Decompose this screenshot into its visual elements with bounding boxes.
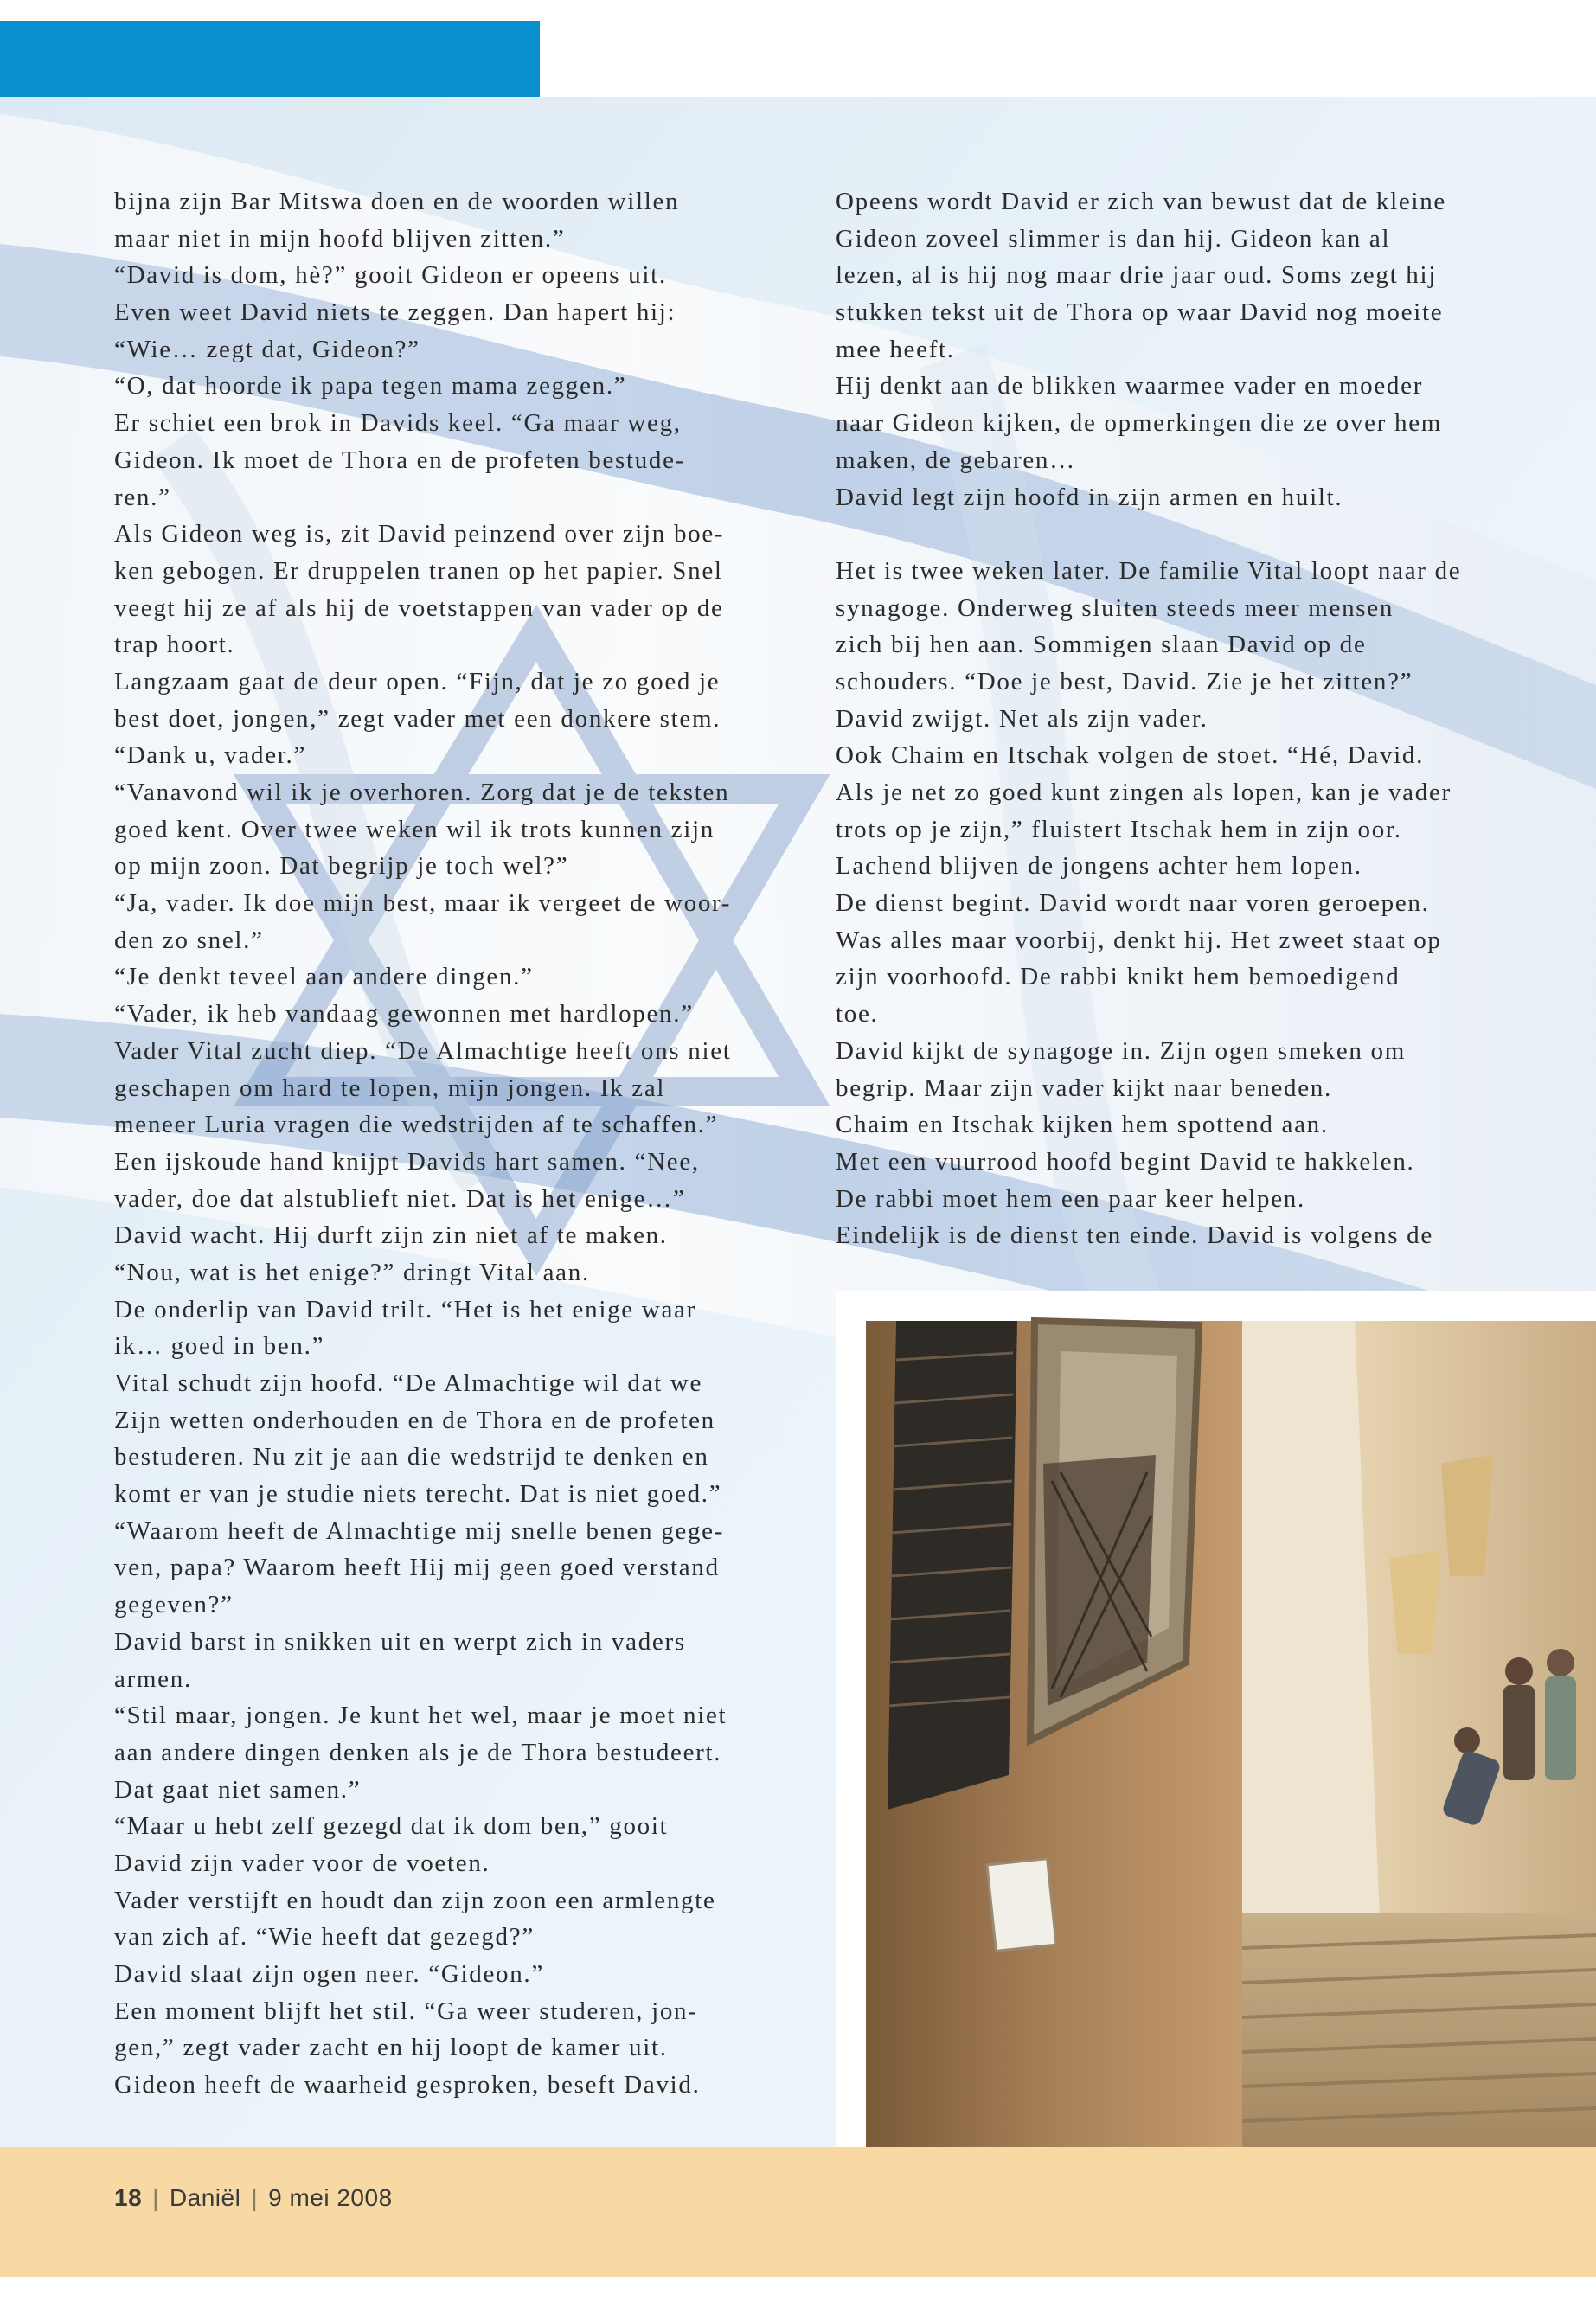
text-line: maar niet in mijn hoofd blijven zitten.” [114, 224, 566, 253]
bottom-margin [0, 2277, 1596, 2301]
text-line: begrip. Maar zijn vader kijkt naar beneden. [836, 1074, 1332, 1102]
text-line: maken, de gebaren… [836, 445, 1076, 474]
text-line: Gideon heeft de waarheid gesproken, beseft David. [114, 2071, 701, 2099]
text-line: Het is twee weken later. De familie Vital loopt naar de [836, 556, 1462, 585]
text-line: ven, papa? Waarom heeft Hij mij geen goed verstand [114, 1554, 720, 1582]
publication-name: Daniël [169, 2184, 241, 2211]
text-line: “Vader, ik heb vandaag gewonnen met hardlopen.” [114, 1000, 694, 1029]
text-line: Ook Chaim en Itschak volgen de stoet. “Hé, David. [836, 741, 1425, 770]
text-line: ik… goed in ben.” [114, 1332, 325, 1361]
text-line: David zwijgt. Net als zijn vader. [836, 704, 1208, 733]
text-line: ren.” [114, 483, 171, 511]
text-line: “Stil maar, jongen. Je kunt het wel, maar je moet niet [114, 1702, 727, 1730]
text-line: synagoge. Onderweg sluiten steeds meer mensen [836, 593, 1394, 622]
text-line: David zijn vader voor de voeten. [114, 1849, 490, 1877]
text-line: bijna zijn Bar Mitswa doen en de woorden willen [114, 188, 680, 215]
text-line: Langzaam gaat de deur open. “Fijn, dat je zo goed je [114, 667, 721, 695]
text-line: Dat gaat niet samen.” [114, 1775, 362, 1804]
footer-band [0, 2147, 1596, 2277]
article-left-column [114, 183, 772, 2104]
text-line: “Waarom heeft de Almachtige mij snelle benen gege- [114, 1516, 725, 1545]
text-line: aan andere dingen denken als je de Thora bestudeert. [114, 1738, 722, 1766]
text-line: Als Gideon weg is, zit David peinzend over zijn boe- [114, 520, 725, 548]
text-line: Was alles maar voorbij, denkt hij. Het zweet staat op [836, 926, 1442, 954]
text-line: goed kent. Over twee weken wil ik trots kunnen zijn [114, 815, 715, 843]
text-line: op mijn zoon. Dat begrijp je toch wel?” [114, 852, 569, 881]
text-line: armen. [114, 1664, 192, 1693]
text-line: David barst in snikken uit en werpt zich in vaders [114, 1627, 686, 1656]
text-line: ken gebogen. Er druppelen tranen op het papier. Snel [114, 556, 723, 585]
article-right-column [836, 183, 1493, 1254]
text-line: Vader verstijft en houdt dan zijn zoon een armlengte [114, 1886, 716, 1914]
text-line: Lachend blijven de jongens achter hem lopen. [836, 852, 1362, 881]
text-line: naar Gideon kijken, de opmerkingen die ze over hem [836, 409, 1443, 438]
text-line: Chaim en Itschak kijken hem spottend aan. [836, 1111, 1329, 1139]
text-line: “O, dat hoorde ik papa tegen mama zeggen.” [114, 372, 627, 401]
text-line: vader, doe dat alstublieft niet. Dat is het enige…” [114, 1184, 686, 1213]
text-line: toe. [836, 1000, 879, 1029]
text-line: Als je net zo goed kunt zingen als lopen, kan je vader [836, 779, 1452, 806]
text-line: bestuderen. Nu zit je aan die wedstrijd te denken en [114, 1443, 709, 1471]
text-line: “Dank u, vader.” [114, 741, 307, 770]
text-line: gegeven?” [114, 1591, 234, 1619]
text-line: geschapen om hard te lopen, mijn jongen. Ik zal [114, 1074, 666, 1102]
text-line: Opeens wordt David er zich van bewust dat de kleine [836, 188, 1446, 215]
text-line: Hij denkt aan de blikken waarmee vader en moeder [836, 372, 1424, 401]
text-line: David legt zijn hoofd in zijn armen en huilt. [836, 483, 1343, 511]
text-line: Een ijskoude hand knijpt Davids hart samen. “Nee, [114, 1147, 700, 1176]
text-line: gen,” zegt vader zacht en hij loopt de kamer uit. [114, 2034, 668, 2062]
text-line: Er schiet een brok in Davids keel. “Ga maar weg, [114, 409, 682, 438]
text-line: “Nou, wat is het enige?” dringt Vital aan. [114, 1258, 590, 1286]
footer-separator: | [152, 2184, 159, 2211]
text-line: Gideon. Ik moet de Thora en de profeten bestude- [114, 445, 686, 474]
text-line: zich bij hen aan. Sommigen slaan David op de [836, 631, 1367, 659]
text-line: Met een vuurrood hoofd begint David te hakkelen. [836, 1147, 1415, 1176]
text-line: den zo snel.” [114, 926, 264, 954]
text-line: trots op je zijn,” fluistert Itschak hem in zijn oor. [836, 815, 1402, 843]
text-line: Even weet David niets te zeggen. Dan hapert hij: [114, 298, 676, 327]
text-line: schouders. “Doe je best, David. Zie je het zitten?” [836, 667, 1413, 695]
text-line [836, 516, 1493, 553]
text-line: Gideon zoveel slimmer is dan hij. Gideon kan al [836, 224, 1391, 253]
page-number: 18 [114, 2184, 143, 2211]
text-line: De onderlip van David trilt. “Het is het enige waar [114, 1295, 696, 1324]
text-line: Vital schudt zijn hoofd. “De Almachtige wil dat we [114, 1369, 703, 1397]
text-line: van zich af. “Wie heeft dat gezegd?” [114, 1923, 535, 1952]
page-footer [114, 2184, 393, 2212]
text-line: Eindelijk is de dienst ten einde. David is volgens de [836, 1221, 1433, 1250]
text-line: De rabbi moet hem een paar keer helpen. [836, 1184, 1305, 1213]
old-city-alley-illustration [836, 1291, 1596, 2147]
text-line: Een moment blijft het stil. “Ga weer studeren, jon- [114, 1997, 698, 2025]
text-line: “David is dom, hè?” gooit Gideon er opeens uit. [114, 261, 667, 290]
text-line: David slaat zijn ogen neer. “Gideon.” [114, 1960, 544, 1988]
text-line: trap hoort. [114, 631, 235, 659]
text-line: stukken tekst uit de Thora op waar David nog moeite [836, 298, 1444, 327]
text-line: Zijn wetten onderhouden en de Thora en de profeten [114, 1406, 715, 1434]
alley-photo [836, 1291, 1596, 2147]
issue-date: 9 mei 2008 [268, 2184, 393, 2211]
text-line: “Je denkt teveel aan andere dingen.” [114, 963, 534, 991]
text-line: zijn voorhoofd. De rabbi knikt hem bemoedigend [836, 963, 1401, 991]
text-line: David wacht. Hij durft zijn zin niet af te maken. [114, 1221, 668, 1250]
text-line: mee heeft. [836, 335, 955, 363]
footer-separator-2: | [251, 2184, 259, 2211]
text-line: meneer Luria vragen die wedstrijden af te schaffen.” [114, 1111, 719, 1139]
text-line: “Maar u hebt zelf gezegd dat ik dom ben,” gooit [114, 1812, 669, 1841]
text-line: komt er van je studie niets terecht. Dat is niet goed.” [114, 1480, 722, 1509]
text-line: lezen, al is hij nog maar drie jaar oud. Soms zegt hij [836, 261, 1437, 290]
text-line: veegt hij ze af als hij de voetstappen van vader op de [114, 593, 724, 622]
header-color-bar [0, 21, 540, 97]
text-line: “Ja, vader. Ik doe mijn best, maar ik vergeet de woor- [114, 889, 732, 918]
text-line: Vader Vital zucht diep. “De Almachtige heeft ons niet [114, 1036, 732, 1065]
text-line: “Wie… zegt dat, Gideon?” [114, 335, 420, 363]
text-line: “Vanavond wil ik je overhoren. Zorg dat je de teksten [114, 779, 730, 806]
text-line: best doet, jongen,” zegt vader met een donkere stem. [114, 704, 721, 733]
text-line: David kijkt de synagoge in. Zijn ogen smeken om [836, 1036, 1406, 1065]
text-line: De dienst begint. David wordt naar voren geroepen. [836, 889, 1430, 918]
